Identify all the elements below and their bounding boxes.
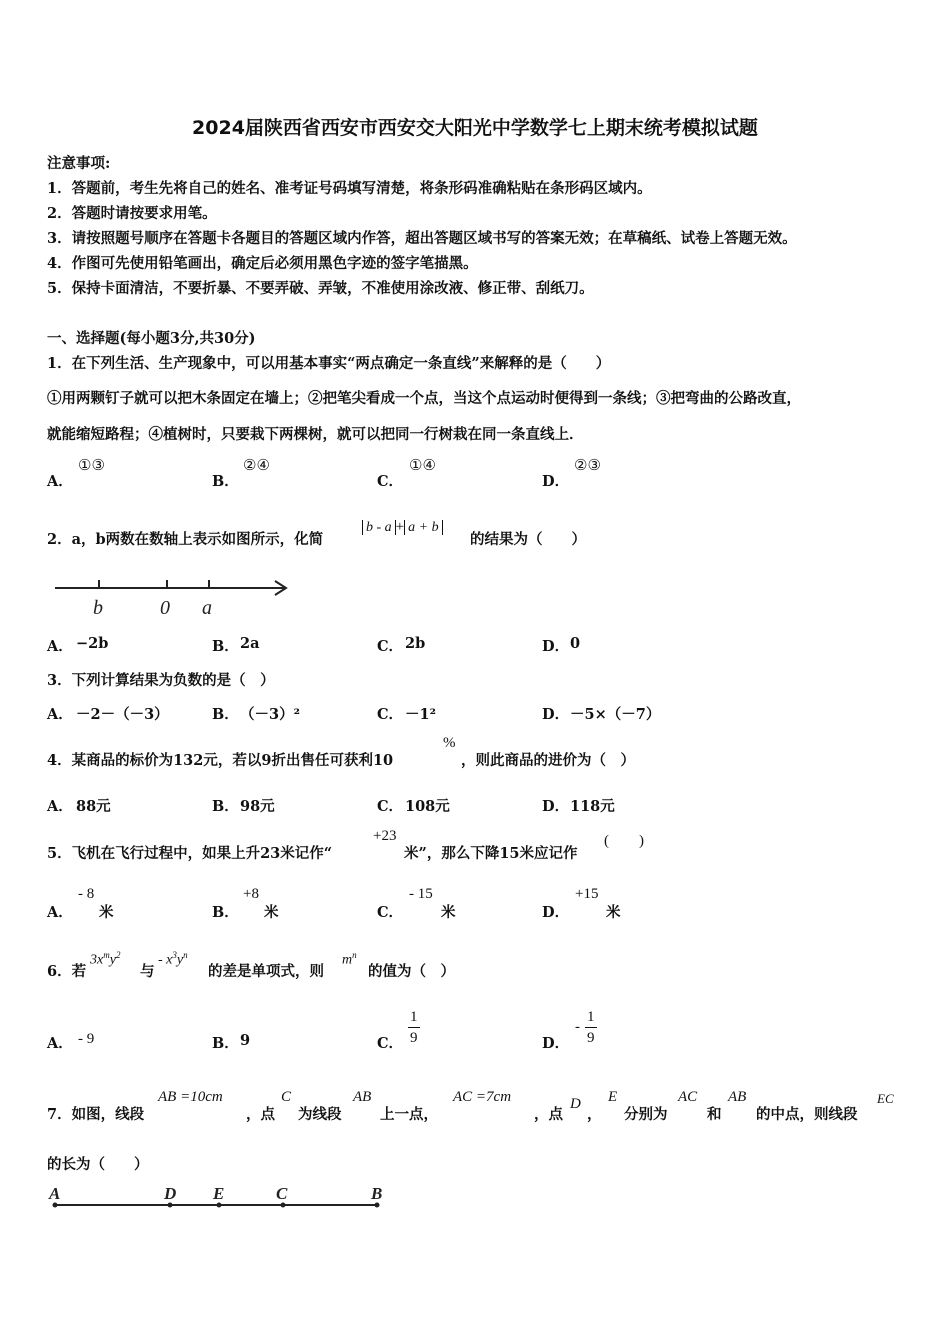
note-item: 2．答题时请按要求用笔。 xyxy=(47,205,217,222)
q7-expr-ec: EC xyxy=(877,1091,894,1106)
q7-text-5: ，点 xyxy=(534,1106,563,1123)
q3-option-d-label: D． xyxy=(542,706,570,723)
q6-stem-a: 6．若 xyxy=(47,963,87,980)
q4-stem-a: 4．某商品的标价为132元，若以9折出售任可获利10 xyxy=(47,752,394,769)
q7-text-2: ，点 xyxy=(246,1106,275,1123)
q1-option-d-label: D． xyxy=(542,473,570,490)
q4-percent: % xyxy=(443,735,456,751)
q2-option-c-label: C． xyxy=(377,638,404,655)
q6-option-c-denominator: 9 xyxy=(410,1030,418,1046)
q1-option-c: ①④ xyxy=(409,458,436,474)
q6-mn-exp: n xyxy=(352,950,357,960)
q2-option-d-label: D． xyxy=(542,638,570,655)
q1-line2: ①用两颗钉子就可以把木条固定在墙上；②把笔尖看成一个点，当这个点运动时便得到一条线；③把弯曲的公路改直， xyxy=(47,390,801,407)
section-heading: 一、选择题(每小题3分,共30分) xyxy=(47,330,256,347)
q2-option-c: 2b xyxy=(405,635,426,652)
axis-label-a: a xyxy=(202,597,212,619)
q5-option-d-value: +15 xyxy=(575,886,599,902)
q3-option-a-label: A． xyxy=(47,706,73,723)
q2-plus: + xyxy=(395,519,405,535)
note-item: 4．作图可先使用铅笔画出，确定后必须用黑色字迹的签字笔描黑。 xyxy=(47,255,478,272)
notes-heading: 注意事项: xyxy=(47,155,111,172)
q1-option-d: ②③ xyxy=(574,458,601,474)
point-d xyxy=(168,1203,173,1208)
q7-text-1: 7．如图，线段 xyxy=(47,1106,145,1123)
q5-option-a-unit: 米 xyxy=(99,904,114,921)
point-e xyxy=(217,1203,222,1208)
q6-option-a: - 9 xyxy=(78,1031,95,1047)
q2-option-b: 2a xyxy=(240,635,260,652)
q1-option-b: ②④ xyxy=(243,458,270,474)
q2-abs-2: a + b xyxy=(404,520,442,535)
q6-option-d-numerator: 1 xyxy=(585,1007,597,1028)
point-label-d: D xyxy=(164,1184,177,1203)
q5-value: +23 xyxy=(373,828,397,844)
q1-line3: 就能缩短路程；④植树时，只要栽下两棵树，就可以把同一行树栽在同一条直线上． xyxy=(47,426,584,443)
q6-term-2-y: y xyxy=(176,952,184,968)
q6-stem-b: 的差是单项式，则 xyxy=(208,963,324,980)
q4-option-d-label: D． xyxy=(542,798,570,815)
q5-stem-a: 5．飞机在飞行过程中，如果上升23米记作“ xyxy=(47,845,333,862)
q6-option-d-label: D． xyxy=(542,1035,570,1052)
q7-expr-ac: AC xyxy=(678,1089,698,1105)
page-title: 2024届陕西省西安市西安交大阳光中学数学七上期末统考模拟试题 xyxy=(192,117,758,139)
q6-option-d-fraction xyxy=(585,1007,597,1048)
q2-option-a: −2b xyxy=(76,635,109,652)
q3-option-a: －2－（－3） xyxy=(76,706,169,723)
q7-text-7: 分别为 xyxy=(624,1106,668,1123)
q4-option-c-label: C． xyxy=(377,798,404,815)
q5-option-b-label: B． xyxy=(212,904,239,921)
q6-term-2-yexp: n xyxy=(183,950,188,960)
q6-option-b-label: B． xyxy=(212,1035,239,1052)
q3-stem: 3．下列计算结果为负数的是（ ） xyxy=(47,672,275,689)
q5-option-d-label: D． xyxy=(542,904,570,921)
point-label-a: A xyxy=(49,1184,61,1203)
q6-mn xyxy=(342,950,357,969)
q3-option-d: －5×（－7） xyxy=(570,706,661,723)
q6-term-2 xyxy=(158,950,188,969)
q7-expr-ab-2: AB xyxy=(728,1089,747,1105)
q1-stem: 1．在下列生活、生产现象中，可以用基本事实“两点确定一条直线”来解释的是（ ） xyxy=(47,355,611,372)
q5-option-b-value: +8 xyxy=(243,886,259,902)
q6-term-1-y: y xyxy=(109,952,116,968)
q5-option-c-value: - 15 xyxy=(409,886,433,902)
q6-term-1-exp: m xyxy=(103,950,110,960)
q3-option-b-label: B． xyxy=(212,706,239,723)
q5-paren: ( ) xyxy=(604,833,644,849)
q4-option-b-label: B． xyxy=(212,798,239,815)
axis-label-0: 0 xyxy=(160,597,170,619)
q4-stem-b: ，则此商品的进价为（ ） xyxy=(461,752,635,769)
point-label-c: C xyxy=(276,1184,288,1203)
q4-option-a: 88元 xyxy=(76,798,111,815)
q7-expr-ac-length: AC =7cm xyxy=(453,1089,512,1105)
q7-text-9: 的中点，则线段 xyxy=(756,1106,858,1123)
q3-option-c: －1² xyxy=(405,706,436,723)
q7-expr-c: C xyxy=(281,1089,292,1105)
q4-option-a-label: A． xyxy=(47,798,73,815)
q5-option-c-label: C． xyxy=(377,904,404,921)
q6-term-2-x: - x xyxy=(158,952,173,968)
q2-stem-b: 的结果为（ ） xyxy=(470,531,586,548)
q2-stem-a: 2．a，b两数在数轴上表示如图所示，化简 xyxy=(47,531,324,548)
q6-option-c-fraction xyxy=(408,1007,420,1048)
note-item: 5．保持卡面清洁，不要折暴、不要弄破、弄皱，不准使用涂改液、修正带、刮纸刀。 xyxy=(47,280,594,297)
q4-option-d: 118元 xyxy=(570,798,615,815)
q7-expr-ab-length: AB =10cm xyxy=(158,1089,223,1105)
q7-text-3: 为线段 xyxy=(298,1106,342,1123)
q6-with: 与 xyxy=(140,963,155,980)
q3-option-c-label: C． xyxy=(377,706,404,723)
q7-expr-ab: AB xyxy=(353,1089,372,1105)
q2-option-b-label: B． xyxy=(212,638,239,655)
point-b xyxy=(375,1203,380,1208)
q7-line-2: 的长为（ ） xyxy=(47,1156,149,1173)
q2-abs-1: b - a xyxy=(362,520,396,535)
q4-option-c: 108元 xyxy=(405,798,450,815)
q7-text-6: ， xyxy=(587,1106,602,1123)
q7-text-4: 上一点， xyxy=(380,1106,438,1123)
q1-option-a: ①③ xyxy=(78,458,105,474)
q5-option-a-label: A． xyxy=(47,904,73,921)
q6-option-d-sign: - xyxy=(575,1019,580,1035)
q4-option-b: 98元 xyxy=(240,798,275,815)
point-label-b: B xyxy=(371,1184,383,1203)
q6-option-a-label: A． xyxy=(47,1035,73,1052)
q1-option-a-label: A． xyxy=(47,473,73,490)
q6-term-2-exp: 3 xyxy=(172,950,177,960)
q7-text-8: 和 xyxy=(707,1106,722,1123)
q5-option-d-unit: 米 xyxy=(606,904,621,921)
q6-option-c-numerator: 1 xyxy=(408,1007,420,1028)
q7-expr-e: E xyxy=(608,1089,618,1105)
q7-expr-d: D xyxy=(570,1096,581,1112)
q2-option-d: 0 xyxy=(570,635,581,652)
q1-option-b-label: B． xyxy=(212,473,239,490)
q6-stem-c: 的值为（ ） xyxy=(368,963,455,980)
q6-option-c-label: C． xyxy=(377,1035,404,1052)
point-label-e: E xyxy=(213,1184,225,1203)
note-item: 3．请按照题号顺序在答题卡各题目的答题区域内作答，超出答题区域书写的答案无效；在草稿纸、试卷上答题无效。 xyxy=(47,230,797,247)
q1-option-c-label: C． xyxy=(377,473,404,490)
q6-term-1-x: 3x xyxy=(90,952,104,968)
q6-option-d-denominator: 9 xyxy=(587,1030,595,1046)
note-item: 1．答题前，考生先将自己的姓名、准考证号码填写清楚，将条形码准确粘贴在条形码区域内。 xyxy=(47,180,652,197)
point-a xyxy=(53,1203,58,1208)
axis-label-b: b xyxy=(93,597,103,619)
q5-option-c-unit: 米 xyxy=(441,904,456,921)
q6-mn-base: m xyxy=(342,952,353,968)
q5-stem-b: 米”，那么下降15米应记作 xyxy=(404,845,578,862)
q6-term-1-yexp: 2 xyxy=(115,950,121,960)
q5-option-a-value: - 8 xyxy=(78,886,95,902)
q3-option-b: （－3）² xyxy=(240,706,300,723)
q2-option-a-label: A． xyxy=(47,638,73,655)
point-c xyxy=(281,1203,286,1208)
q6-term-1 xyxy=(90,950,120,969)
q5-option-b-unit: 米 xyxy=(264,904,279,921)
q6-option-b: 9 xyxy=(240,1032,251,1049)
